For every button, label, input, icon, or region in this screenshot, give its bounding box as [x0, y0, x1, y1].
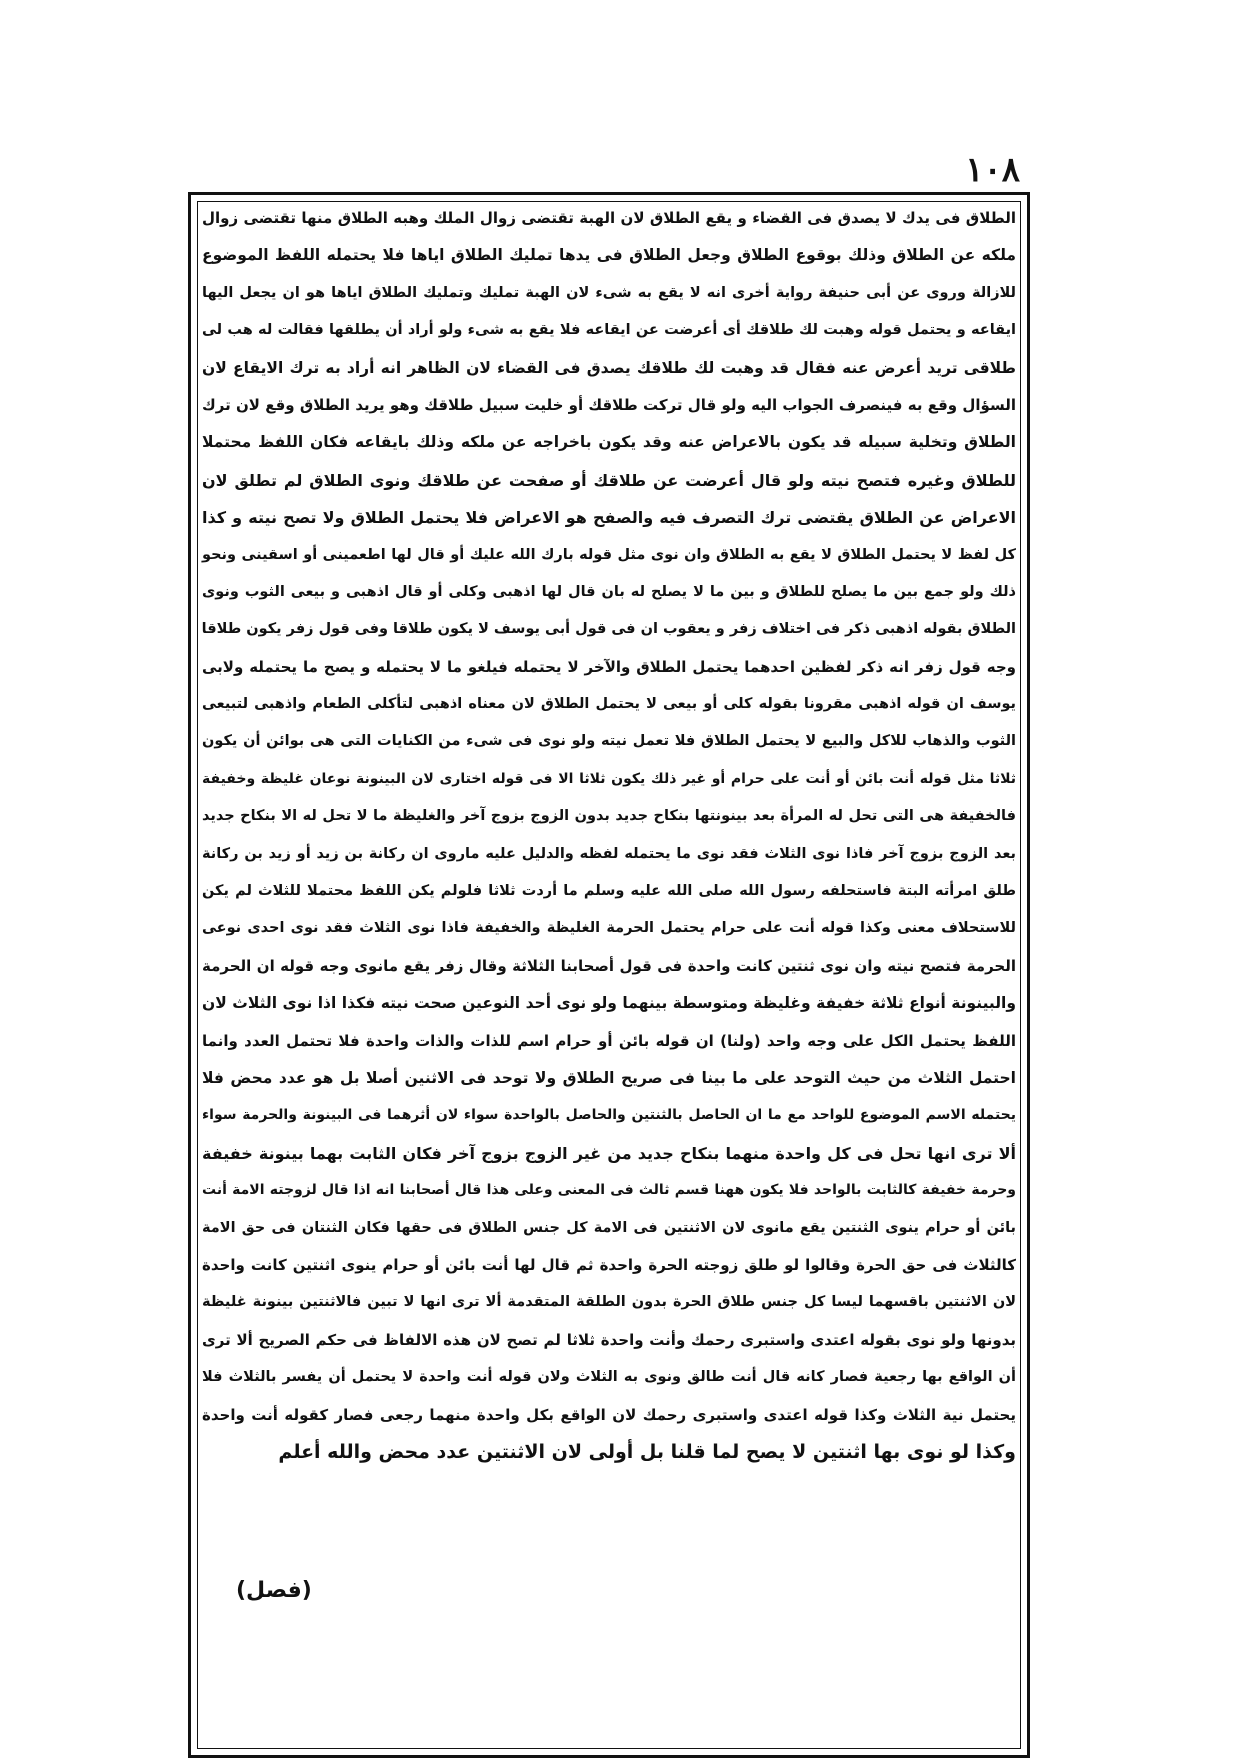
text-line: فالخفيفة هى التى تحل له المرأة بعد بينونتها بنكاح جديد بدون الزوج بزوج آخر والغليظة ما لا تحل له الا بنكاح جديد [202, 808, 1016, 825]
text-line: الحرمة فتصح نيته وان نوى ثنتين كانت واحدة فى قول أصحابنا الثلاثة وقال زفر يقع مانوى وجه قوله ان الحرمة [202, 956, 1016, 975]
text-line: بعد الزوج بزوج آخر فاذا نوى الثلاث فقد نوى ما يحتمله لفظه والدليل عليه ماروى ان ركانة بن زيد أو زيد بن ركانة [202, 845, 1016, 862]
text-body [198, 200, 1020, 1560]
text-line: كالثلاث فى حق الحرة وقالوا لو طلق زوجته الحرة واحدة ثم قال لها أنت بائن أو حرام ينوى اثنتين كانت واحدة [202, 1255, 1016, 1274]
text-line: بائن أو حرام ينوى الثنتين يقع مانوى لان الاثنتين فى الامة كل جنس الطلاق فى حقها فكان الثنتان فى حق الامة [202, 1219, 1016, 1236]
text-line: ذلك ولو جمع بين ما يصلح للطلاق و بين ما لا يصلح له بان قال لها اذهبى وكلى أو قال اذهبى و بيعى الثوب ونوى [202, 583, 1016, 600]
text-line: الثوب والذهاب للاكل والبيع لا يحتمل الطلاق فلا تعمل نيته ولو نوى فى شىء من الكنايات التى هى بوائن أن يكون [202, 733, 1016, 750]
text-line: طلاقى تريد أعرض عنه فقال قد وهبت لك طلاقك يصدق فى القضاء لان الظاهر انه أراد به ترك الايقاع لان [202, 358, 1016, 377]
text-line: بدونها ولو نوى بقوله اعتدى واستبرى رحمك وأنت واحدة ثلاثا لم تصح لان هذه الالفاظ فى حكم الصريح ألا ترى [202, 1330, 1016, 1349]
text-line: احتمل الثلاث من حيث التوحد على ما بينا فى صريح الطلاق ولا توحد فى الاثنين أصلا بل هو عدد محض فلا [202, 1068, 1016, 1087]
footer-catchword: (فصل) [236, 1578, 312, 1603]
text-line: ايقاعه و يحتمل قوله وهبت لك طلاقك أى أعرضت عن ايقاعه فلا يقع به شىء ولو أراد أن يطلقها فقالت له هب لى [202, 322, 1016, 339]
text-line: يحتمله الاسم الموضوع للواحد مع ما ان الحاصل بالثنتين والحاصل بالواحدة سواء لان أثرهما فى البينونة والحرمة سواء [202, 1107, 1016, 1124]
text-line: ثلاثا مثل قوله أنت بائن أو أنت على حرام أو غير ذلك يكون ثلاثا الا فى قوله اختارى لان البينونة نوعان غليظة وخفيفة [202, 770, 1016, 787]
text-line: وكذا لو نوى بها اثنتين لا يصح لما قلنا بل أولى لان الاثنتين عدد محض والله أعلم [278, 1440, 1016, 1463]
text-line: الطلاق وتخلية سبيله قد يكون بالاعراض عنه وقد يكون باخراجه عن ملكه وذلك بايقاعه فكان اللفظ محتملا [202, 433, 1016, 452]
text-line: كل لفظ لا يحتمل الطلاق لا يقع به الطلاق وان نوى مثل قوله بارك الله عليك أو قال لها اطعمينى أو اسقينى ونحو [202, 546, 1016, 563]
text-line: الاعراض عن الطلاق يقتضى ترك التصرف فيه والصفح هو الاعراض فلا يحتمل الطلاق ولا تصح نيته و كذا [202, 508, 1016, 528]
text-line: لان الاثنتين باقسهما ليسا كل جنس طلاق الحرة بدون الطلقة المتقدمة ألا ترى انها لا تبين فالاثنتين بينونة غليظة [202, 1294, 1016, 1311]
text-line: أن الواقع بها رجعية فصار كانه قال أنت طالق ونوى به الثلاث ولان قوله أنت واحدة لا يحتمل أن يفسر بالثلاث فلا [202, 1369, 1016, 1386]
text-line: يحتمل نية الثلاث وكذا قوله اعتدى واستبرى رحمك لان الواقع بكل واحدة منهما رجعى فصار كقوله أنت واحدة [202, 1405, 1016, 1424]
text-line: والبينونة أنواع ثلاثة خفيفة وغليظة ومتوسطة بينهما ولو نوى أحد النوعين صحت نيته فكذا اذا نوى الثلاث لان [202, 994, 1016, 1013]
page-number: ١٠٨ [965, 150, 1020, 190]
text-line: السؤال وقع به فينصرف الجواب اليه ولو قال تركت طلاقك أو خليت سبيل طلاقك وهو يريد الطلاق وقع لان ترك [202, 395, 1016, 414]
text-line: يوسف ان قوله اذهبى مقرونا بقوله كلى أو بيعى لا يحتمل الطلاق لان معناه اذهبى لتأكلى الطعام واذهبى لتبيعى [202, 696, 1016, 713]
text-line: وحرمة خفيفة كالثابت بالواحد فلا يكون ههنا قسم ثالث فى المعنى وعلى هذا قال أصحابنا انه اذا قال لزوجته الامة أنت [202, 1182, 1016, 1199]
text-line: وجه قول زفر انه ذكر لفظين احدهما يحتمل الطلاق والآخر لا يحتمله فيلغو ما لا يحتمله و يصح ما يحتمله ولابى [202, 657, 1016, 676]
text-line: للازالة وروى عن أبى حنيفة رواية أخرى انه لا يقع به شىء لان الهبة تمليك وتمليك الطلاق اياها هو ان يجعل اليها [202, 284, 1016, 301]
text-line: ملكه عن الطلاق وذلك بوقوع الطلاق وجعل الطلاق فى يدها تمليك الطلاق اياها فلا يحتمله اللفظ الموضوع [202, 246, 1016, 265]
text-line: للطلاق وغيره فتصح نيته ولو قال أعرضت عن طلاقك أو صفحت عن طلاقك ونوى الطلاق لم تطلق لان [202, 470, 1016, 490]
text-line: للاستحلاف معنى وكذا قوله أنت على حرام يحتمل الحرمة الغليظة والخفيفة فاذا نوى الثلاث فقد نوى احدى نوعى [202, 920, 1016, 937]
text-line: اللفظ يحتمل الكل على وجه واحد (ولنا) ان قوله بائن أو حرام اسم للذات والذات واحدة فلا تحتمل العدد وانما [202, 1031, 1016, 1050]
text-line: الطلاق فى يدك لا يصدق فى القضاء و يقع الطلاق لان الهبة تقتضى زوال الملك وهبه الطلاق منها تقتضى زوال [202, 209, 1016, 227]
text-line: الطلاق بقوله اذهبى ذكر فى اختلاف زفر و يعقوب ان فى قول أبى يوسف لا يكون طلاقا وفى قول زفر يكون طلاقا [201, 621, 1016, 638]
text-line: ألا ترى انها تحل فى كل واحدة منهما بنكاح جديد من غير الزوج بزوج آخر فكان الثابت بهما بينونة خفيفة [202, 1143, 1016, 1163]
text-line: طلق امرأته البتة فاستحلفه رسول الله صلى الله عليه وسلم ما أردت ثلاثا فلولم يكن اللفظ محتملا للثلاث لم يكن [202, 883, 1016, 900]
